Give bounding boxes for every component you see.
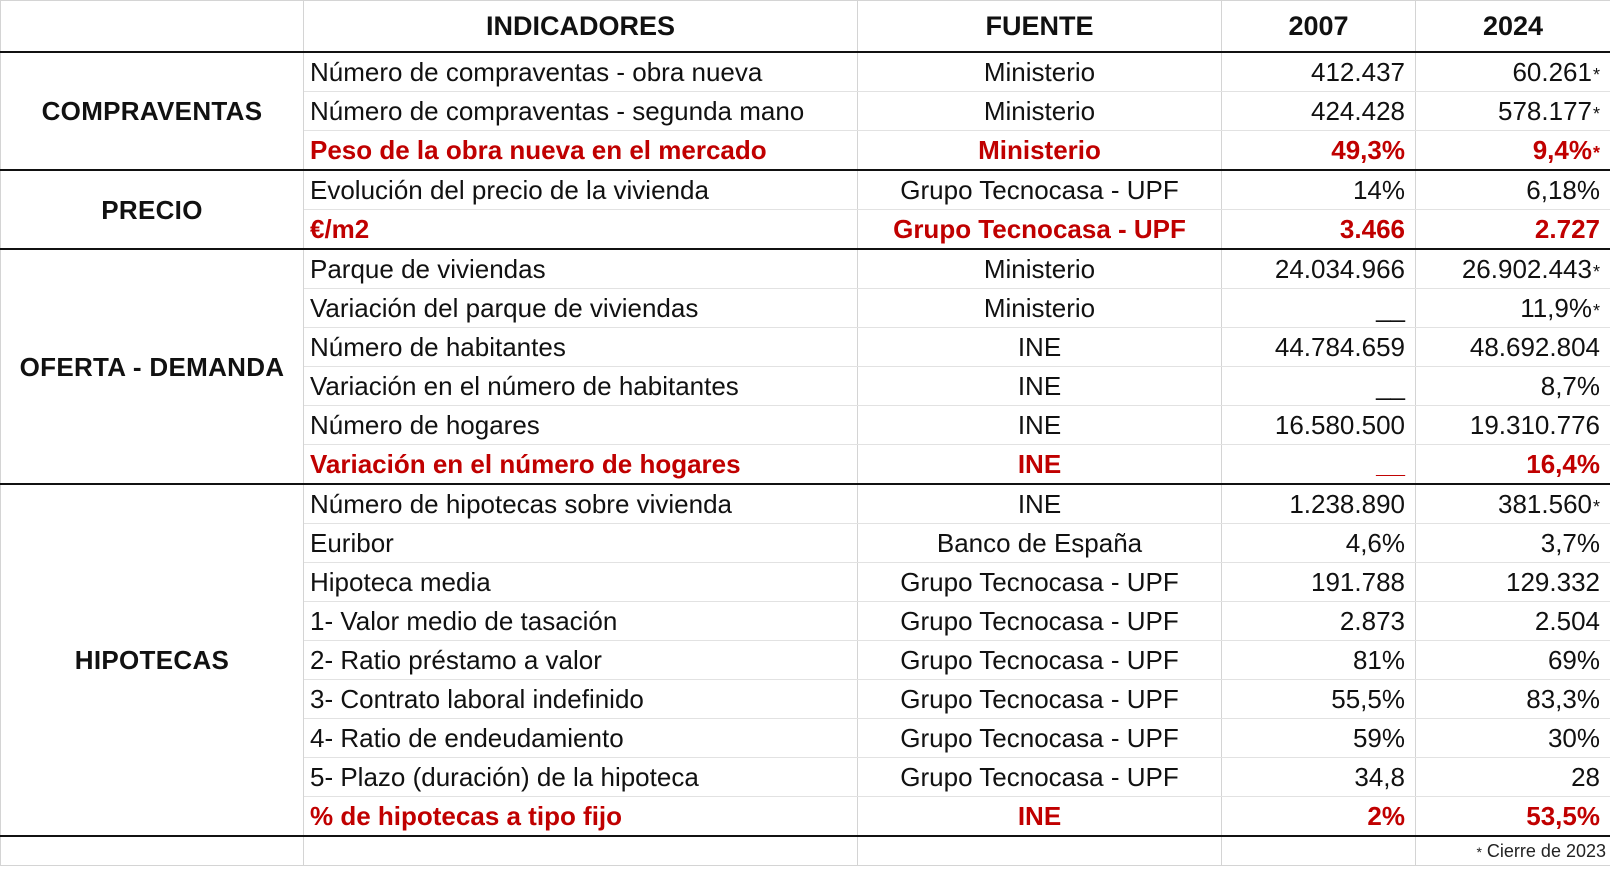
source-cell: Banco de España: [858, 524, 1222, 563]
indicator-cell: Variación del parque de viviendas: [304, 289, 858, 328]
value-2007-cell: 44.784.659: [1222, 328, 1416, 367]
value-2024-text: 3,7%: [1540, 528, 1600, 558]
value-2024-cell: [1416, 367, 1610, 406]
table-row: [1, 52, 1610, 92]
value-2024-cell: [1416, 602, 1610, 641]
value-2024-cell: [1416, 131, 1610, 171]
indicator-cell: 4- Ratio de endeudamiento: [304, 719, 858, 758]
section-label: OFERTA - DEMANDA: [1, 249, 304, 484]
value-2024-text: 16,4%: [1526, 449, 1600, 479]
indicator-cell: 5- Plazo (duración) de la hipoteca: [304, 758, 858, 797]
value-2007-cell: 412.437: [1222, 52, 1416, 92]
source-cell: Grupo Tecnocasa - UPF: [858, 602, 1222, 641]
source-cell: Ministerio: [858, 92, 1222, 131]
value-2024-cell: [1416, 289, 1610, 328]
source-cell: INE: [858, 484, 1222, 524]
value-2007-cell: __: [1222, 445, 1416, 485]
source-cell: Ministerio: [858, 52, 1222, 92]
footnote-blank-cell: [858, 836, 1222, 866]
value-2007-cell: 34,8: [1222, 758, 1416, 797]
source-cell: Ministerio: [858, 131, 1222, 171]
value-2024-cell: [1416, 52, 1610, 92]
value-2024-text: 8,7%: [1540, 371, 1600, 401]
value-2024-text: 129.332: [1506, 567, 1600, 597]
source-cell: INE: [858, 797, 1222, 837]
value-2007-cell: 81%: [1222, 641, 1416, 680]
source-cell: Grupo Tecnocasa - UPF: [858, 719, 1222, 758]
value-2007-cell: 1.238.890: [1222, 484, 1416, 524]
footnote-blank-cell: [1, 836, 304, 866]
footnote-blank-cell: [304, 836, 858, 866]
value-2024-cell: [1416, 563, 1610, 602]
header-fuente: FUENTE: [858, 1, 1222, 53]
value-2007-cell: 14%: [1222, 170, 1416, 210]
value-2024-cell: [1416, 249, 1610, 289]
value-2007-cell: __: [1222, 367, 1416, 406]
header-2007: 2007: [1222, 1, 1416, 53]
source-cell: Grupo Tecnocasa - UPF: [858, 170, 1222, 210]
value-2024-text: 30%: [1547, 723, 1600, 753]
section-label: PRECIO: [1, 170, 304, 249]
value-2024-text: 26.902.443: [1461, 254, 1592, 284]
indicator-cell: Variación en el número de habitantes: [304, 367, 858, 406]
value-2007-cell: 16.580.500: [1222, 406, 1416, 445]
value-2024-text: 83,3%: [1526, 684, 1600, 714]
value-2024-text: 69%: [1547, 645, 1600, 675]
header-indicadores: INDICADORES: [304, 1, 858, 53]
asterisk-mark: *: [1592, 143, 1600, 163]
value-2024-cell: [1416, 719, 1610, 758]
value-2007-cell: 4,6%: [1222, 524, 1416, 563]
indicator-cell: 1- Valor medio de tasación: [304, 602, 858, 641]
value-2024-text: 381.560: [1498, 489, 1592, 519]
indicator-cell: 2- Ratio préstamo a valor: [304, 641, 858, 680]
value-2007-cell: 49,3%: [1222, 131, 1416, 171]
indicator-cell: €/m2: [304, 210, 858, 250]
value-2024-text: 28: [1571, 762, 1600, 792]
indicator-cell: Parque de viviendas: [304, 249, 858, 289]
value-2024-text: 2.727: [1534, 214, 1600, 244]
asterisk-mark: *: [1592, 262, 1600, 282]
source-cell: Grupo Tecnocasa - UPF: [858, 641, 1222, 680]
source-cell: INE: [858, 406, 1222, 445]
footnote-blank-cell: [1222, 836, 1416, 866]
section-label: COMPRAVENTAS: [1, 52, 304, 170]
indicator-cell: Número de compraventas - segunda mano: [304, 92, 858, 131]
source-cell: INE: [858, 445, 1222, 485]
value-2007-cell: 3.466: [1222, 210, 1416, 250]
value-2007-cell: __: [1222, 289, 1416, 328]
value-2024-cell: [1416, 758, 1610, 797]
value-2007-cell: 424.428: [1222, 92, 1416, 131]
value-2024-text: 19.310.776: [1469, 410, 1600, 440]
value-2024-cell: [1416, 170, 1610, 210]
value-2024-text: 2.504: [1534, 606, 1600, 636]
value-2024-text: 11,9%: [1520, 293, 1592, 323]
source-cell: Ministerio: [858, 289, 1222, 328]
section-label: HIPOTECAS: [1, 484, 304, 836]
source-cell: Grupo Tecnocasa - UPF: [858, 758, 1222, 797]
footnote-asterisk: *: [1476, 844, 1482, 860]
header-blank: [1, 1, 304, 53]
header-2024: 2024: [1416, 1, 1610, 53]
indicator-cell: Euribor: [304, 524, 858, 563]
value-2024-cell: [1416, 641, 1610, 680]
value-2024-cell: [1416, 524, 1610, 563]
value-2024-cell: [1416, 210, 1610, 250]
indicator-cell: Variación en el número de hogares: [304, 445, 858, 485]
value-2007-cell: 191.788: [1222, 563, 1416, 602]
value-2024-text: 6,18%: [1526, 175, 1600, 205]
value-2024-cell: [1416, 680, 1610, 719]
asterisk-mark: *: [1592, 497, 1600, 517]
footnote: [1416, 836, 1610, 866]
table-row: [1, 484, 1610, 524]
indicator-cell: Número de compraventas - obra nueva: [304, 52, 858, 92]
value-2024-text: 578.177: [1498, 96, 1592, 126]
source-cell: Grupo Tecnocasa - UPF: [858, 680, 1222, 719]
table-row: [1, 170, 1610, 210]
header-row: [1, 1, 1610, 53]
indicator-cell: Hipoteca media: [304, 563, 858, 602]
value-2024-cell: [1416, 445, 1610, 485]
indicator-cell: Peso de la obra nueva en el mercado: [304, 131, 858, 171]
value-2024-text: 9,4%: [1532, 135, 1592, 165]
source-cell: INE: [858, 367, 1222, 406]
value-2024-cell: [1416, 406, 1610, 445]
value-2024-cell: [1416, 92, 1610, 131]
value-2007-cell: 55,5%: [1222, 680, 1416, 719]
indicator-cell: % de hipotecas a tipo fijo: [304, 797, 858, 837]
value-2007-cell: 59%: [1222, 719, 1416, 758]
source-cell: Ministerio: [858, 249, 1222, 289]
indicator-cell: Número de hipotecas sobre vivienda: [304, 484, 858, 524]
table-row: [1, 249, 1610, 289]
value-2007-cell: 2.873: [1222, 602, 1416, 641]
source-cell: Grupo Tecnocasa - UPF: [858, 210, 1222, 250]
value-2024-cell: [1416, 797, 1610, 837]
table-body: [1, 52, 1610, 866]
indicator-cell: 3- Contrato laboral indefinido: [304, 680, 858, 719]
indicator-cell: Número de hogares: [304, 406, 858, 445]
indicator-cell: Evolución del precio de la vivienda: [304, 170, 858, 210]
asterisk-mark: *: [1592, 65, 1600, 85]
footnote-text: Cierre de 2023: [1486, 841, 1606, 861]
asterisk-mark: *: [1592, 301, 1600, 321]
value-2024-cell: [1416, 484, 1610, 524]
value-2007-cell: 2%: [1222, 797, 1416, 837]
value-2024-cell: [1416, 328, 1610, 367]
value-2024-text: 48.692.804: [1469, 332, 1600, 362]
value-2007-cell: 24.034.966: [1222, 249, 1416, 289]
value-2024-text: 60.261: [1512, 57, 1592, 87]
footnote-row: [1, 836, 1610, 866]
source-cell: INE: [858, 328, 1222, 367]
asterisk-mark: *: [1592, 104, 1600, 124]
source-cell: Grupo Tecnocasa - UPF: [858, 563, 1222, 602]
value-2024-text: 53,5%: [1526, 801, 1600, 831]
indicator-cell: Número de habitantes: [304, 328, 858, 367]
